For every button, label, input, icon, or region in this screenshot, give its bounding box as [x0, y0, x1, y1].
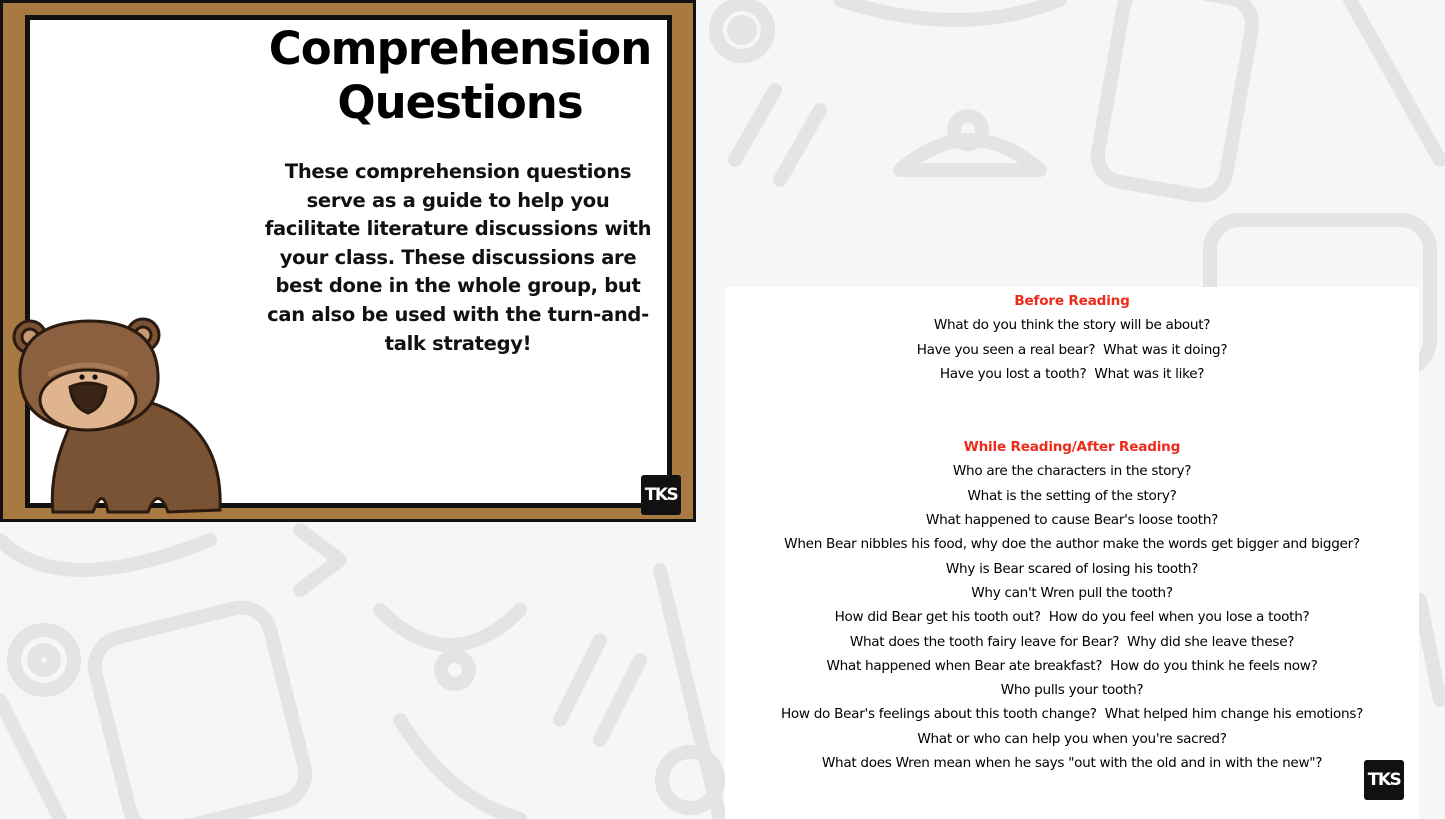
question-line: Have you lost a tooth? What was it like?: [939, 365, 1205, 382]
bear-illustration: [8, 315, 230, 520]
question-line: What do you think the story will be about?: [933, 317, 1211, 334]
question-line: What does the tooth fairy leave for Bear? Why did she leave these?: [849, 633, 1295, 650]
question-line: What or who can help you when you're sacred?: [917, 730, 1227, 747]
question-line: What does Wren mean when he says "out with the old and in with the new"?: [821, 755, 1323, 772]
question-line: How did Bear get his tooth out? How do you feel when you lose a tooth?: [834, 609, 1310, 626]
tks-logo: TKS: [1364, 760, 1404, 800]
question-line: Who are the characters in the story?: [952, 463, 1192, 480]
question-line: What is the setting of the story?: [967, 487, 1177, 504]
question-line: How do Bear's feelings about this tooth change? What helped him change his emotions?: [780, 706, 1364, 723]
question-line: When Bear nibbles his food, why doe the author make the words get bigger and bigger?: [784, 536, 1360, 553]
section-spacer: [726, 386, 1418, 435]
while-after-reading-heading: While Reading/After Reading: [963, 439, 1181, 456]
questions-list: [726, 289, 1418, 775]
question-line: Why is Bear scared of losing his tooth?: [945, 560, 1199, 577]
question-line: Who pulls your tooth?: [1000, 682, 1144, 699]
question-line: What happened to cause Bear's loose tooth?: [925, 512, 1219, 529]
question-line: Have you seen a real bear? What was it doing?: [916, 341, 1228, 358]
question-line: Why can't Wren pull the tooth?: [971, 584, 1173, 601]
slide-description: These comprehension questions serve as a guide to help you facilitate literature discussions with your class. These discussions are best done in the whole group, but can also be used with the turn-and-talk strategy!: [264, 160, 652, 355]
before-reading-heading: Before Reading: [1014, 293, 1130, 309]
question-line: What happened when Bear ate breakfast? How do you think he feels now?: [826, 657, 1318, 674]
slide-title: Comprehension Questions: [268, 22, 652, 129]
tks-logo: TKS: [641, 475, 681, 515]
